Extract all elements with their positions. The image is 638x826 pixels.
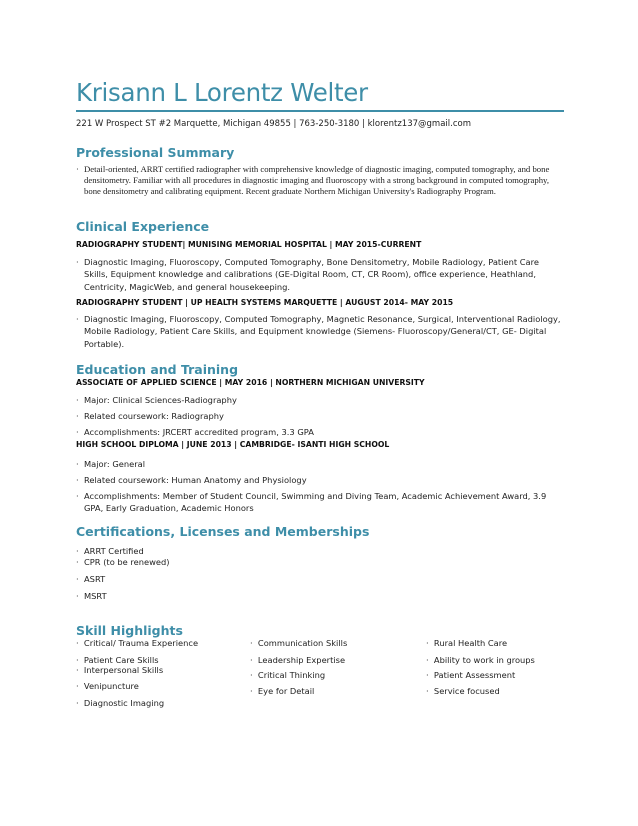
education-bullet: · Major: Clinical Sciences-Radiography [76,395,237,405]
certifications-heading: Certifications, Licenses and Memberships [76,524,370,539]
summary-heading: Professional Summary [76,145,235,160]
job-bullet: · Diagnostic Imaging, Fluoroscopy, Computed Tomography, Bone Densitometry, Mobile Radiology, Patient Care Skills, Equipment knowledge and calibrations (GE-Digital Room, CT, CR Room), office experience, Heathland, Centricity, MagicWeb, and general housekeeping. [76,257,539,292]
skill-item: · Service focused [426,686,500,696]
job-title: RADIOGRAPHY STUDENT| MUNISING MEMORIAL HOSPITAL | MAY 2015-CURRENT [76,240,422,249]
job-title: RADIOGRAPHY STUDENT | UP HEALTH SYSTEMS MARQUETTE | AUGUST 2014- MAY 2015 [76,298,454,307]
certification-item: · ARRT Certified [76,546,144,556]
skill-item: · Eye for Detail [250,686,315,696]
contact-info: 221 W Prospect ST #2 Marquette, Michigan 49855 | 763-250-3180 | klorentz137@gmail.com [76,119,471,129]
certification-item: · MSRT [76,591,107,601]
education-heading: Education and Training [76,362,239,377]
skill-item: · Diagnostic Imaging [76,698,165,708]
skill-item: · Leadership Expertise [250,655,346,665]
skill-item: · Patient Care Skills [76,655,159,665]
job-bullet: · Diagnostic Imaging, Fluoroscopy, Computed Tomography, Magnetic Resonance, Surgical, Interventional Radiology, Mobile Radiology, Patient Care Skills, and Equipment knowledge (Siemens- Fluoroscopy/General/CT, GE- Digital Portable). [76,314,561,349]
summary-text: · Detail-oriented, ARRT certified radiographer with comprehensive knowledge of diagnostic imaging, computed tomography, and bone densitometry. Familiar with all procedures in diagnostic imaging and fluoroscopy with a strong background in computed tomography, bone densitometry and calibrating equipment. Recent graduate Northern Michigan University's Radiography Program. [76,164,550,196]
certification-item: · ASRT [76,574,106,584]
skill-item: · Critical Thinking [250,670,326,680]
candidate-name: Krisann L Lorentz Welter [76,78,368,107]
header-divider [76,110,564,112]
education-title: HIGH SCHOOL DIPLOMA | JUNE 2013 | CAMBRIDGE- ISANTI HIGH SCHOOL [76,440,390,449]
skill-item: · Interpersonal Skills [76,665,164,675]
education-title: ASSOCIATE OF APPLIED SCIENCE | MAY 2016 | NORTHERN MICHIGAN UNIVERSITY [76,378,425,387]
education-bullet: · Major: General [76,459,146,469]
skill-item: · Patient Assessment [426,670,516,680]
skill-item: · Venipuncture [76,681,139,691]
skill-item: · Communication Skills [250,638,348,648]
education-bullet: · Accomplishments: Member of Student Council, Swimming and Diving Team, Academic Achievement Award, 3.9 GPA, Early Graduation, Academic Honors [76,491,547,514]
experience-heading: Clinical Experience [76,219,210,234]
education-bullet: · Related coursework: Human Anatomy and Physiology [76,475,307,485]
skill-item: · Critical/ Trauma Experience [76,638,199,648]
certification-item: · CPR (to be renewed) [76,557,170,567]
education-bullet: · Related coursework: Radiography [76,411,224,421]
skill-item: · Rural Health Care [426,638,508,648]
education-bullet: · Accomplishments: JRCERT accredited program, 3.3 GPA [76,427,314,437]
skill-item: · Ability to work in groups [426,655,535,665]
skills-heading: Skill Highlights [76,623,183,638]
